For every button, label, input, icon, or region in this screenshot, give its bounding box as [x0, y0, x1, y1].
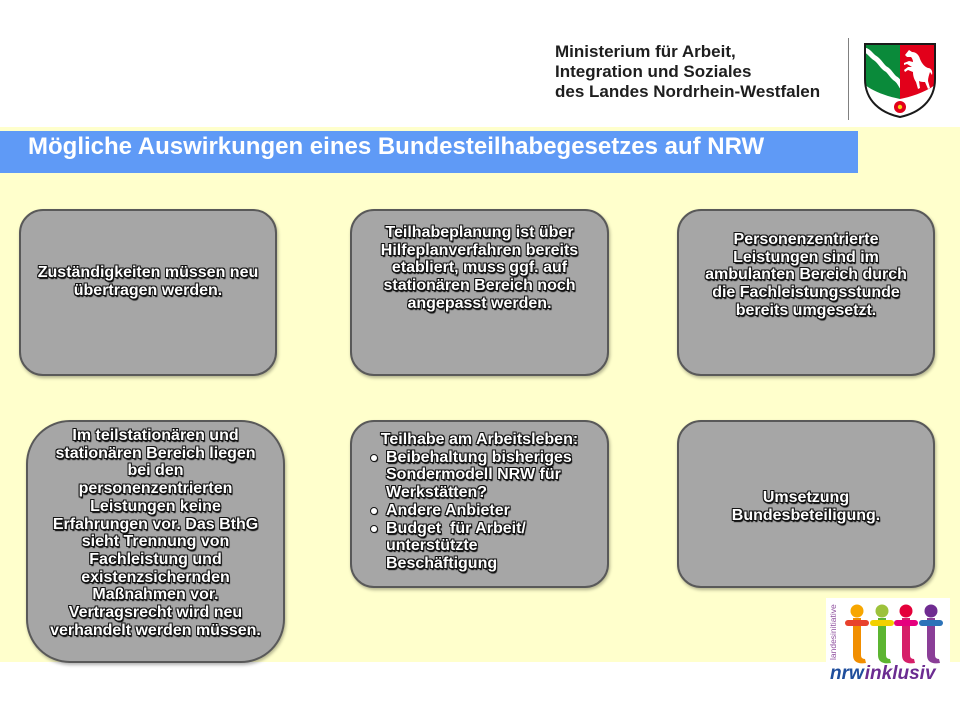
- box-text-line: stationären Bereich noch: [383, 277, 576, 295]
- ministry-line: des Landes Nordrhein-Westfalen: [555, 82, 821, 101]
- box-text-line: Im teilstationären und: [72, 427, 239, 444]
- ministry-line: Ministerium für Arbeit,: [555, 42, 736, 61]
- bullet-line: Werkstätten?: [386, 484, 488, 502]
- box-text: [28, 427, 283, 639]
- nrw-coat-of-arms-icon: [862, 41, 938, 119]
- bullet-line: Beibehaltung bisheriges: [386, 448, 572, 466]
- rose-icon: [894, 101, 906, 113]
- box-text-line: angepasst werden.: [407, 294, 552, 312]
- logo-name-nrw: nrw: [830, 663, 864, 684]
- box-text-line: stationären Bereich liegen: [55, 444, 256, 462]
- box-text-line: Erfahrungen vor. Das BthG: [52, 515, 259, 533]
- header-divider: [848, 38, 849, 120]
- box-text: [352, 224, 607, 313]
- box-text-line: Leistungen keine: [90, 497, 221, 515]
- info-box-personenzentrierte-leistungen: [677, 209, 935, 376]
- box-text-line: Hilfeplanverfahren bereits: [380, 241, 579, 259]
- box-text-line: die Fachleistungsstunde: [712, 284, 900, 302]
- box-text: [21, 264, 275, 299]
- logo-figures-icon: [838, 603, 950, 667]
- slide-title: Mögliche Auswirkungen eines Bundesteilhabegesetzes auf NRW: [28, 133, 765, 160]
- box-text-line: Zuständigkeiten müssen neu: [37, 264, 259, 281]
- bullet-list: [371, 449, 607, 573]
- info-box-teilhabe-arbeitsleben: [350, 420, 609, 588]
- info-box-teilhabeplanung: [350, 209, 609, 376]
- logo-name-inklusiv: inklusiv: [864, 663, 936, 684]
- info-box-zustaendigkeiten: [19, 209, 277, 376]
- box-text-line: ambulanten Bereich durch: [705, 266, 907, 284]
- logo-figure-2: [870, 605, 894, 664]
- box-text-line: Leistungen sind im: [733, 248, 879, 266]
- logo-name: [830, 664, 936, 684]
- box-text-line: personenzentrierten: [78, 480, 233, 498]
- box-text-line: Bundesbeteiligung.: [731, 506, 881, 524]
- logo-figure-3: [894, 605, 918, 664]
- nrw-inklusiv-logo: [826, 598, 950, 690]
- box-text: [679, 231, 933, 320]
- bullet-line: Sondermodell NRW für: [386, 466, 561, 484]
- box-text-line: verhandelt werden müssen.: [50, 621, 261, 639]
- box-text-line: bei den: [127, 462, 184, 480]
- logo-figure-1: [845, 605, 869, 664]
- box-text-line: Teilhabeplanung ist über: [385, 224, 574, 241]
- info-box-bundesbeteiligung: [677, 420, 935, 588]
- box-text-line: Fachleistung und: [89, 550, 222, 568]
- bullet-line: unterstützte: [386, 537, 478, 555]
- logo-figure-4: [919, 605, 943, 664]
- box-heading: Teilhabe am Arbeitsleben:: [380, 431, 579, 448]
- box-text-line: Personenzentrierte: [733, 231, 879, 248]
- box-text-line: existenzsichernden: [81, 568, 230, 586]
- box-text: [352, 431, 607, 573]
- title-bar: [0, 131, 858, 173]
- bullet-item: [371, 520, 607, 573]
- ministry-line: Integration und Soziales: [555, 62, 752, 81]
- bullet-line: Andere Anbieter: [386, 501, 510, 519]
- box-text-line: sieht Trennung von: [81, 533, 230, 551]
- box-text-line: Vertragsrecht wird neu: [68, 604, 243, 622]
- box-text-line: etabliert, muss ggf. auf: [391, 259, 568, 277]
- ministry-name: [555, 42, 820, 102]
- info-box-teilstationaer: [26, 420, 285, 663]
- bullet-item: [371, 449, 607, 502]
- box-text: [679, 489, 933, 524]
- bullet-line: Budget für Arbeit/: [386, 519, 526, 537]
- bullet-item: [371, 502, 607, 520]
- bullet-marker: [371, 508, 377, 514]
- box-text-line: übertragen werden.: [73, 281, 223, 299]
- box-text-line: bereits umgesetzt.: [735, 301, 877, 319]
- bullet-marker: [371, 526, 377, 532]
- bullet-marker: [371, 455, 377, 461]
- box-text-line: Umsetzung: [762, 489, 850, 506]
- bullet-line: Beschäftigung: [386, 554, 498, 572]
- box-text-line: Maßnahmen vor.: [92, 586, 219, 604]
- logo-tagline: landesinitiative: [828, 604, 838, 660]
